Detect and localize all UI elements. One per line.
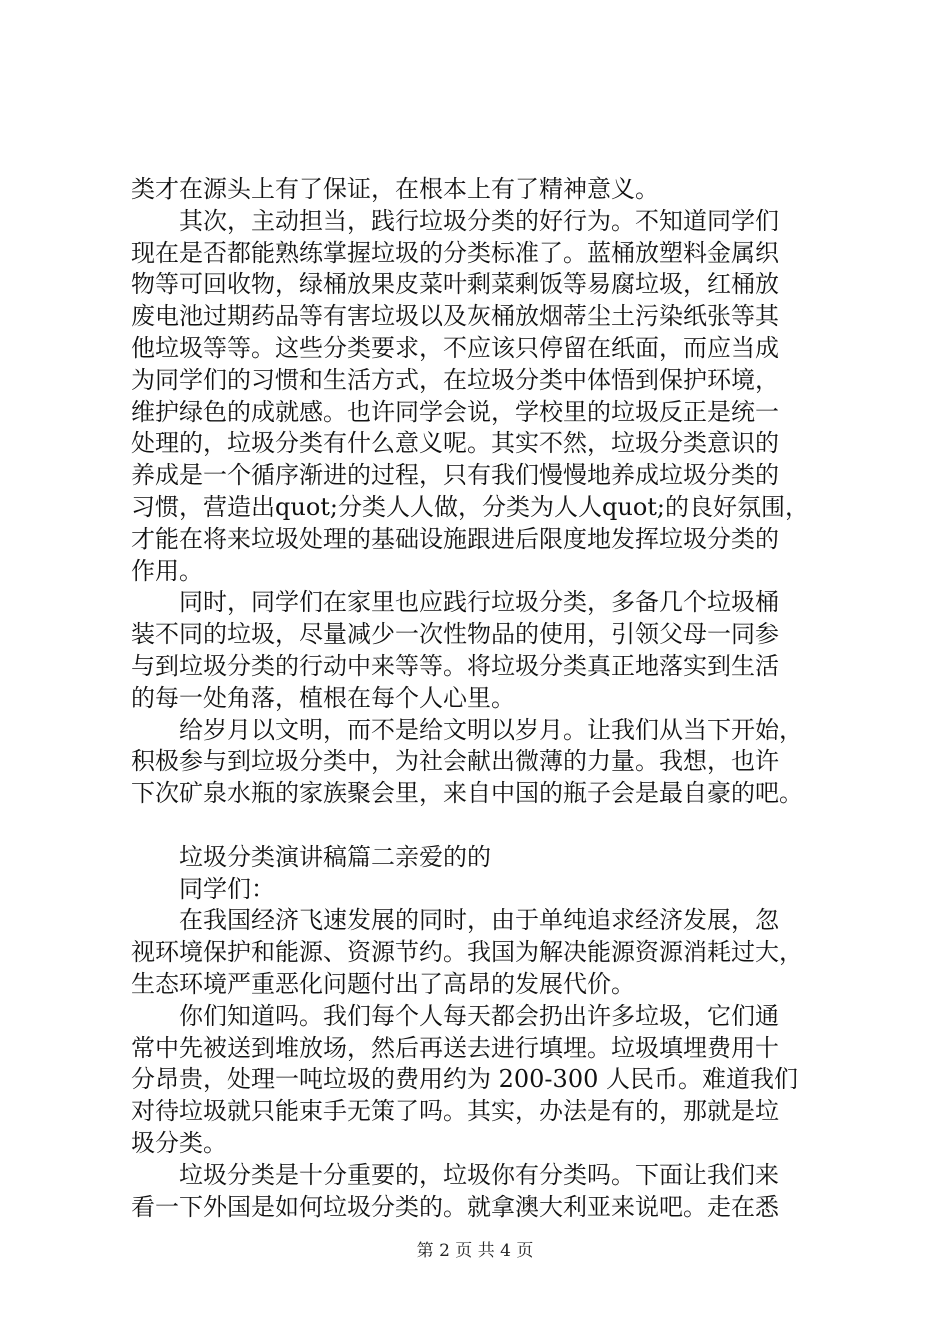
text-line: 装不同的垃圾，尽量减少一次性物品的使用，引领父母一同参 (131, 620, 779, 649)
text-line: 视环境保护和能源、资源节约。我国为解决能源资源消耗过大， (131, 938, 803, 967)
text-line: 看一下外国是如何垃圾分类的。就拿澳大利亚来说吧。走在悉 (131, 1192, 779, 1221)
text-line: 习惯，营造出quot;分类人人做，分类为人人quot;的良好氛围， (131, 492, 809, 521)
document-body (131, 174, 843, 1223)
text-line: 你们知道吗。我们每个人每天都会扔出许多垃圾，它们通 (179, 1001, 779, 1030)
text-line: 垃圾分类是十分重要的，垃圾你有分类吗。下面让我们来 (179, 1160, 779, 1189)
text-line: 常中先被送到堆放场，然后再送去进行填埋。垃圾填埋费用十 (131, 1033, 779, 1062)
text-line: 作用。 (131, 556, 203, 585)
text-line: 废电池过期药品等有害垃圾以及灰桶放烟蒂尘土污染纸张等其 (131, 302, 779, 331)
text-line: 与到垃圾分类的行动中来等等。将垃圾分类真正地落实到生活 (131, 651, 779, 680)
text-line: 生态环境严重恶化问题付出了高昂的发展代价。 (131, 969, 635, 998)
paragraph (131, 206, 843, 588)
text-line: 维护绿色的成就感。也许同学会说，学校里的垃圾反正是统一 (131, 397, 779, 426)
paragraph (131, 715, 843, 810)
text-line: 才能在将来垃圾处理的基础设施跟进后限度地发挥垃圾分类的 (131, 524, 779, 553)
page-footer: 第 2 页 共 4 页 (416, 1241, 534, 1261)
text-line: 给岁月以文明，而不是给文明以岁月。让我们从当下开始， (179, 715, 803, 744)
paragraph (131, 1001, 843, 1160)
text-line: 现在是否都能熟练掌握垃圾的分类标准了。蓝桶放塑料金属织 (131, 238, 779, 267)
paragraph (131, 905, 843, 1000)
paragraph (131, 587, 843, 714)
text-line: 下次矿泉水瓶的家族聚会里，来自中国的瓶子会是最自豪的吧。 (131, 779, 803, 808)
text-line: 同时，同学们在家里也应践行垃圾分类，多备几个垃圾桶 (179, 588, 779, 617)
paragraph (131, 1160, 843, 1224)
text-line: 其次，主动担当，践行垃圾分类的好行为。不知道同学们 (179, 206, 779, 235)
paragraph (131, 842, 843, 874)
text-line: 的每一处角落，植根在每个人心里。 (131, 683, 515, 712)
text-line: 圾分类。 (131, 1128, 227, 1157)
text-line: 在我国经济飞速发展的同时，由于单纯追求经济发展，忽 (179, 906, 779, 935)
text-line: 为同学们的习惯和生活方式，在垃圾分类中体悟到保护环境， (131, 365, 779, 394)
text-line: 养成是一个循序渐进的过程，只有我们慢慢地养成垃圾分类的 (131, 461, 779, 490)
text-line: 对待垃圾就只能束手无策了吗。其实，办法是有的，那就是垃 (131, 1097, 779, 1126)
text-block-upper (131, 174, 843, 810)
paragraph (131, 174, 843, 206)
text-line: 类才在源头上有了保证，在根本上有了精神意义。 (131, 175, 659, 203)
text-line: 积极参与到垃圾分类中，为社会献出微薄的力量。我想，也许 (131, 747, 779, 776)
text-line: 分昂贵，处理一吨垃圾的费用约为 200-300 人民币。难道我们 (131, 1065, 798, 1094)
text-block-lower (131, 842, 843, 1224)
paragraph-gap (131, 810, 843, 842)
paragraph (131, 874, 843, 906)
text-line: 物等可回收物，绿桶放果皮菜叶剩菜剩饭等易腐垃圾，红桶放 (131, 270, 779, 299)
text-line: 同学们： (179, 874, 275, 903)
text-line: 处理的，垃圾分类有什么意义呢。其实不然，垃圾分类意识的 (131, 429, 779, 458)
text-line: 他垃圾等等。这些分类要求，不应该只停留在纸面，而应当成 (131, 333, 779, 362)
text-line: 垃圾分类演讲稿篇二亲爱的的 (179, 842, 491, 871)
